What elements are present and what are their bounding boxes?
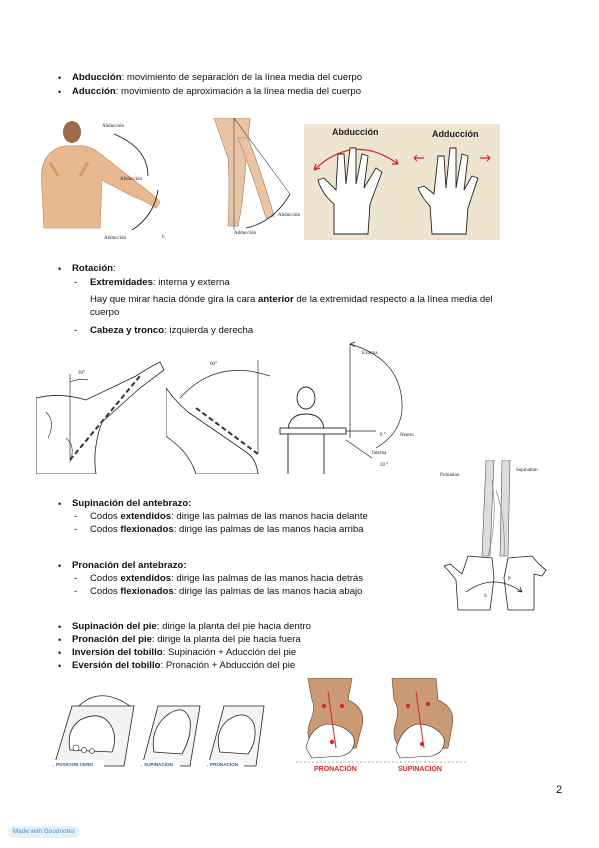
neutro-label: Neutro <box>400 433 414 438</box>
definition: : movimiento de separación de la línea media del cuerpo <box>121 72 363 83</box>
s-label: S <box>484 594 487 599</box>
dash: - <box>74 277 78 288</box>
dash: - <box>74 573 78 584</box>
p-label: P <box>508 577 511 582</box>
note-text: Hay que mirar hacia dónde gira la cara <box>90 294 258 305</box>
angle-label: 30° <box>78 371 85 376</box>
supinacion-pie <box>72 621 311 633</box>
pronacion-antebrazo-title <box>72 560 187 572</box>
bullet: • <box>58 87 62 97</box>
pronacion-flexionados <box>90 586 363 598</box>
supinacion-ankle-label: SUPINACIÓN <box>398 766 442 773</box>
term: extendidos <box>120 573 172 584</box>
term: Eversión del tobillo <box>72 660 161 671</box>
definition: : movimiento de aproximación a la línea media del cuerpo <box>115 86 362 97</box>
colon: : <box>113 263 116 274</box>
anterior-note <box>90 294 493 306</box>
term: extendidos <box>120 511 172 522</box>
twenty-label: 20 ° <box>380 463 389 468</box>
text: : dirige las palmas de las manos hacia detrás <box>171 573 364 584</box>
definition: : dirige la planta del pie hacia dentro <box>156 621 311 632</box>
pronacion-pie <box>72 634 301 646</box>
term: Pronación del antebrazo: <box>72 560 187 571</box>
pronacion-foot-label: PRONACION <box>210 762 239 767</box>
term: Rotación <box>72 263 114 274</box>
dash: - <box>74 511 78 522</box>
anterior-note-line2: cuerpo <box>90 307 120 318</box>
inversion-tobillo <box>72 647 296 659</box>
text: Codos <box>90 573 121 584</box>
shoulder-rotation-figure <box>276 340 428 474</box>
extremidades-item <box>90 277 230 289</box>
term: Inversión del tobillo <box>72 647 163 658</box>
bullet: • <box>58 73 62 83</box>
term: Cabeza y tronco <box>90 325 165 336</box>
dash: - <box>74 524 78 535</box>
text: Codos <box>90 524 121 535</box>
abduction-label: Abducción <box>278 213 300 218</box>
abduccion-definition <box>72 72 362 84</box>
posicion-cero-label: POSICION CERO <box>56 762 94 767</box>
text: : dirige las palmas de las manos hacia abajo <box>173 586 363 597</box>
text: Codos <box>90 511 121 522</box>
definition: : interna y externa <box>152 277 230 288</box>
text: Codos <box>90 586 121 597</box>
hands-abduction-adduction-figure <box>304 124 500 240</box>
hand-adduction-label: Adducción <box>432 129 479 139</box>
text: : dirige las palmas de las manos hacia delante <box>171 511 368 522</box>
zero-label: 0 ° <box>380 433 386 438</box>
adduction-label: Adducción <box>234 231 256 236</box>
definition: : izquierda y derecha <box>164 325 254 336</box>
page-number: 2 <box>556 784 563 796</box>
shoulder-abduction-figure <box>36 118 168 242</box>
bullet: • <box>58 499 62 509</box>
rotation-60-figure <box>166 352 274 474</box>
rotation-30-figure <box>36 352 166 474</box>
hand-abduction-label: Abducción <box>332 127 379 137</box>
bullet: • <box>58 648 62 658</box>
term: Aducción <box>72 86 116 97</box>
foot-positions-figure <box>50 680 300 772</box>
note-text: de la extremidad respecto a la línea media del <box>293 294 493 305</box>
pronation-label: Pronation <box>440 473 460 478</box>
definition: : Pronación + Abducción del pie <box>160 660 296 671</box>
text: : dirige las palmas de las manos hacia arriba <box>173 524 364 535</box>
eversion-tobillo <box>72 660 295 672</box>
term: Extremidades <box>90 277 153 288</box>
abduction-label: Abducción <box>102 124 124 129</box>
term: Pronación del pie <box>72 634 152 645</box>
ankle-pronacion-supinacion-figure <box>296 678 468 774</box>
term: Supinación del pie <box>72 621 157 632</box>
leg-abduction-figure <box>194 118 300 236</box>
aduccion-definition <box>72 86 361 98</box>
made-with-goodnotes-badge[interactable]: Made with Goodnotes <box>8 826 80 838</box>
note-bold: anterior <box>257 294 294 305</box>
bullet: • <box>58 264 62 274</box>
bullet: • <box>58 661 62 671</box>
cabeza-tronco-item <box>90 325 253 337</box>
supination-label: Supination <box>516 468 538 473</box>
supinacion-extendidos <box>90 511 368 523</box>
pronacion-ankle-label: PRONACIÓN <box>314 766 357 773</box>
definition: : dirige la planta del pie hacia fuera <box>151 634 301 645</box>
dash: - <box>74 325 78 336</box>
rotacion-title <box>72 263 116 275</box>
bullet: • <box>58 561 62 571</box>
term: flexionados <box>120 586 174 597</box>
definition: : Supinación + Aducción del pie <box>162 647 297 658</box>
bullet: • <box>58 622 62 632</box>
pronacion-extendidos <box>90 573 363 585</box>
term: flexionados <box>120 524 174 535</box>
forearm-pronation-supination-figure <box>438 460 552 618</box>
supinacion-antebrazo-title <box>72 498 191 510</box>
abduction-label: Abducción <box>104 236 126 241</box>
term: Supinación del antebrazo: <box>72 498 192 509</box>
figure-letter: b <box>162 235 165 240</box>
externa-label: Externa <box>362 351 378 356</box>
supinacion-flexionados <box>90 524 364 536</box>
term: Abducción <box>72 72 122 83</box>
interna-label: Interna <box>372 451 387 456</box>
angle-label: 60° <box>210 362 217 367</box>
supinacion-foot-label: SUPINACION <box>144 762 173 767</box>
abduction-label: Abducción <box>120 177 142 182</box>
bullet: • <box>58 635 62 645</box>
dash: - <box>74 586 78 597</box>
